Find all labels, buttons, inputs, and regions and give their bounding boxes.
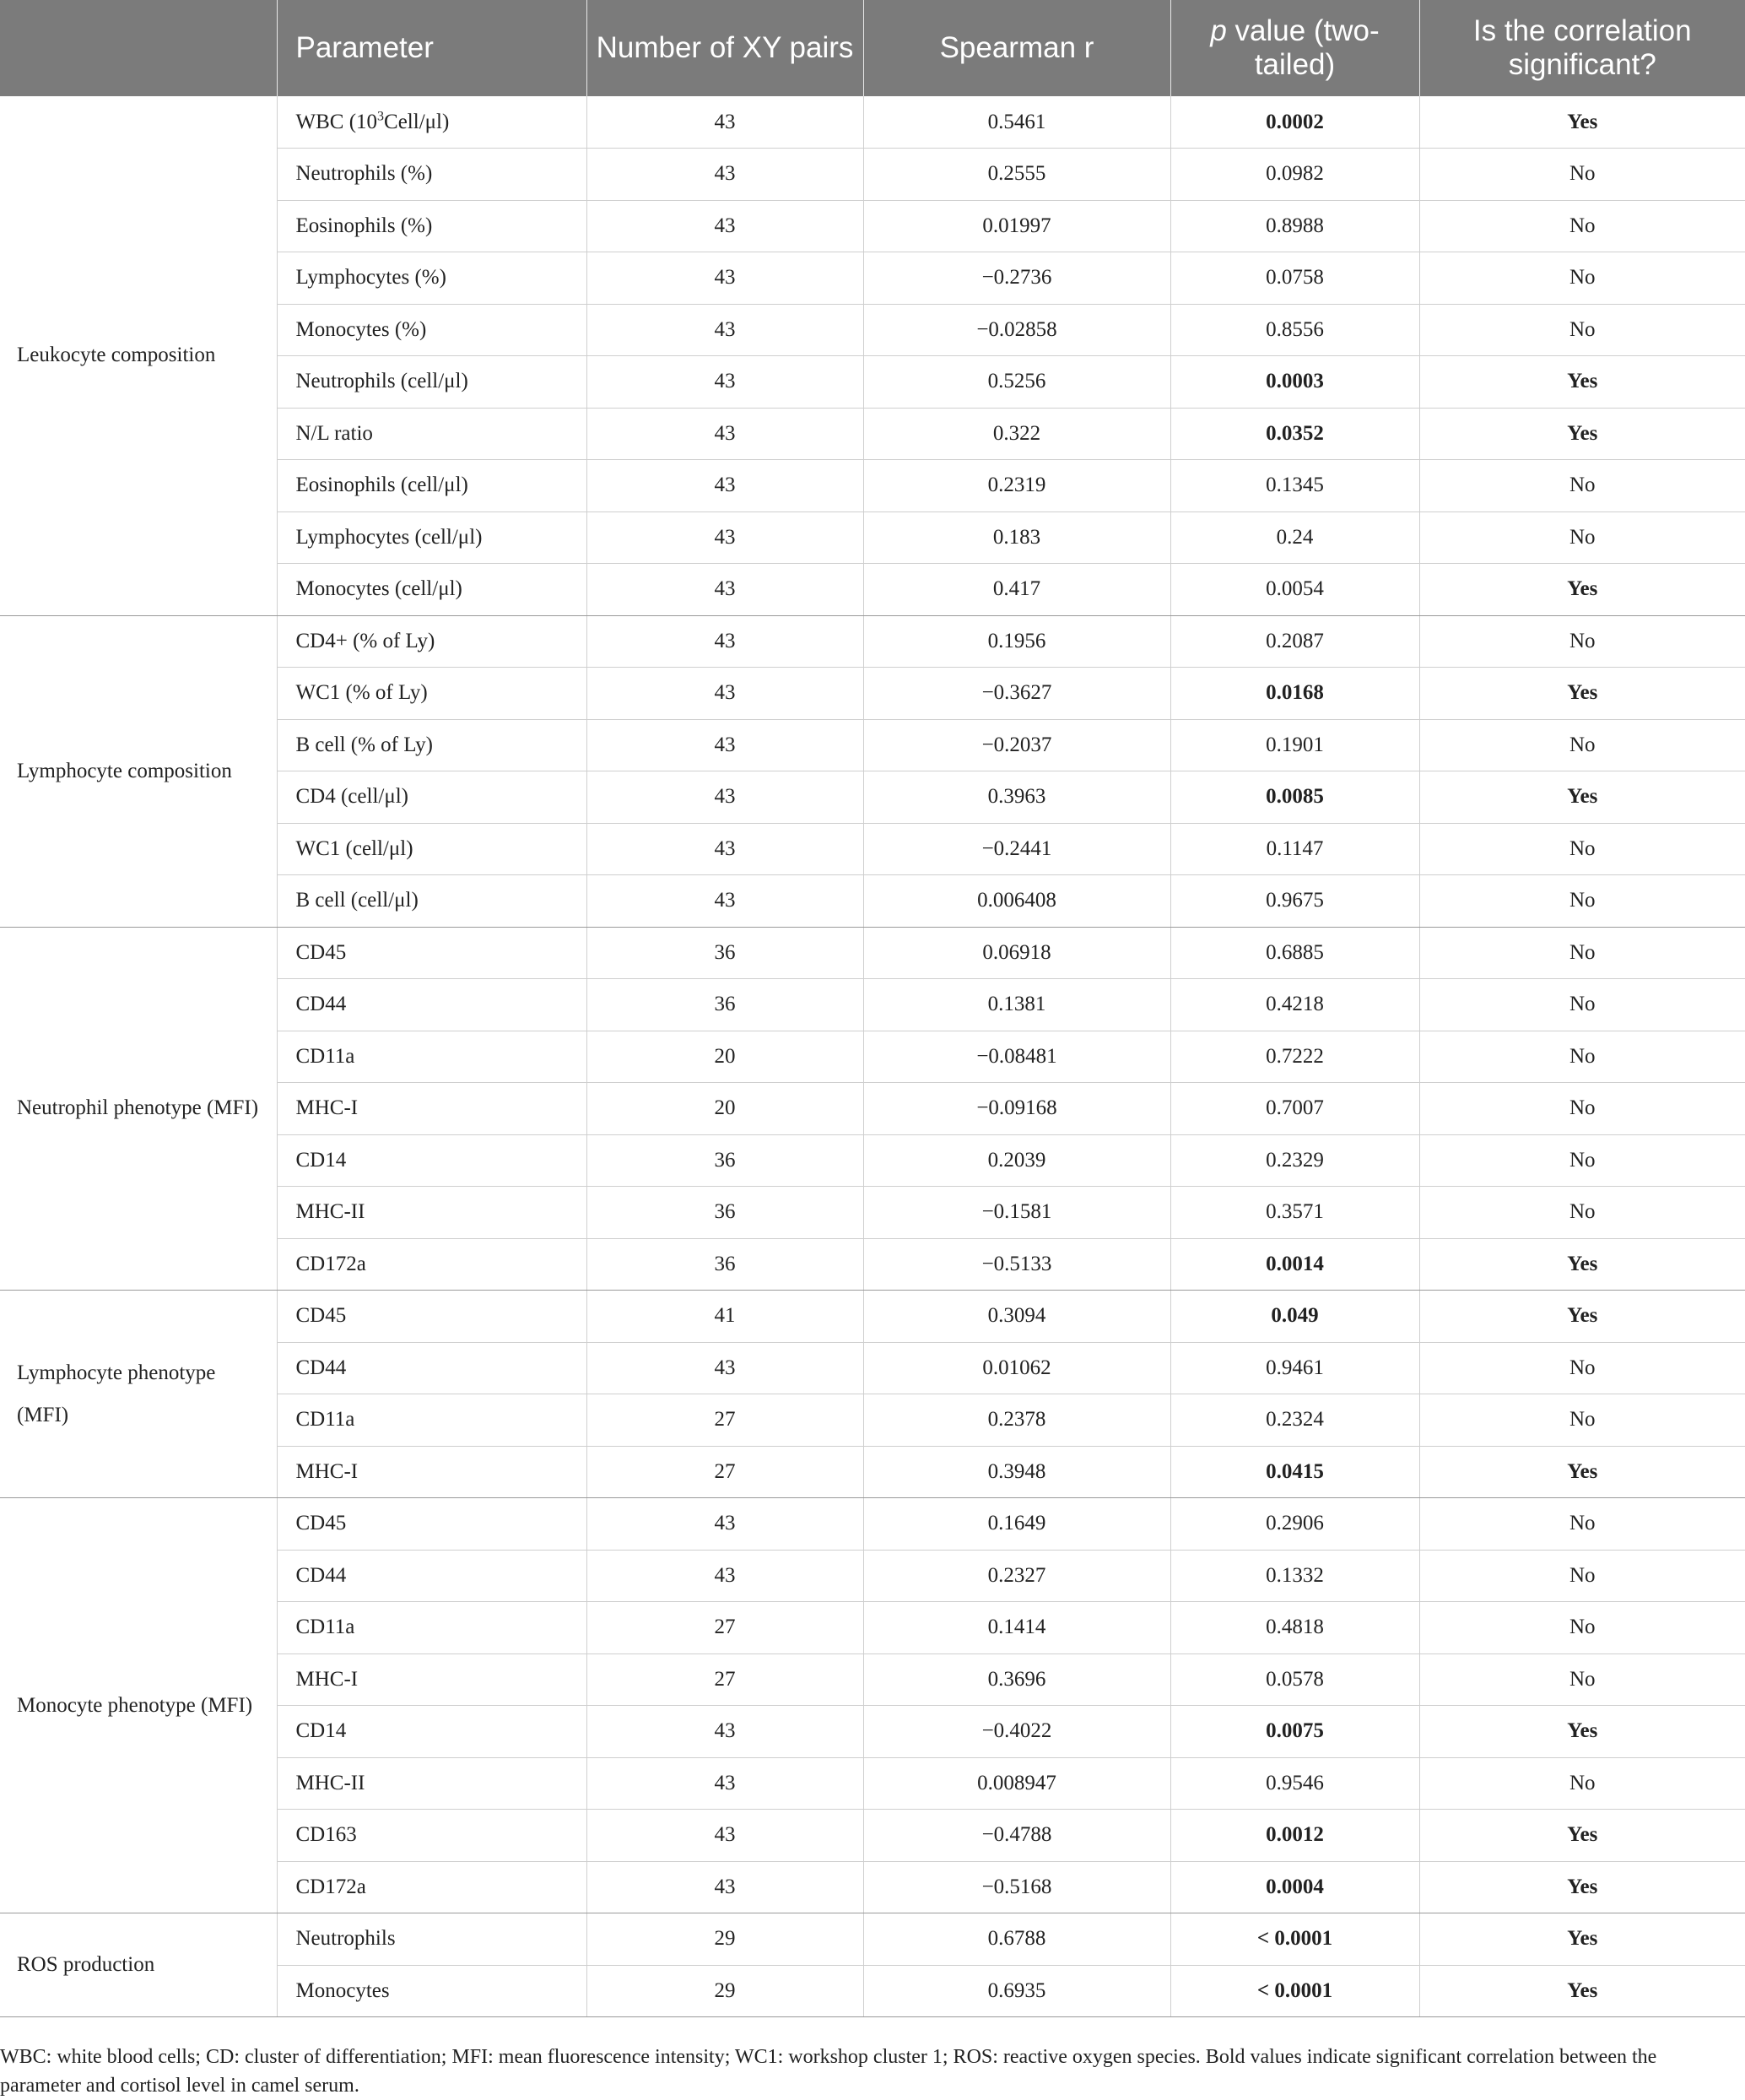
parameter-cell <box>277 96 586 149</box>
pairs-cell: 43 <box>586 615 863 668</box>
pairs-cell: 27 <box>586 1602 863 1654</box>
pairs-cell: 36 <box>586 1134 863 1187</box>
p-value-cell: 0.9675 <box>1170 875 1419 928</box>
p-value-cell: 0.8556 <box>1170 304 1419 356</box>
pairs-cell: 43 <box>586 1550 863 1602</box>
p-value-cell: 0.24 <box>1170 511 1419 564</box>
table-row <box>0 927 1745 979</box>
header-significant: Is the correlation significant? <box>1419 0 1745 96</box>
pairs-cell: 43 <box>586 1342 863 1394</box>
spearman-cell: −0.4022 <box>863 1706 1170 1758</box>
table-row <box>0 96 1745 149</box>
group-label: Neutrophil phenotype (MFI) <box>0 927 277 1291</box>
header-p-rest: value (two-tailed) <box>1226 14 1380 81</box>
p-value-cell: 0.1147 <box>1170 823 1419 875</box>
spearman-cell: −0.5133 <box>863 1238 1170 1291</box>
pairs-cell: 36 <box>586 927 863 979</box>
parameter-cell: CD14 <box>277 1706 586 1758</box>
p-value-cell: 0.9461 <box>1170 1342 1419 1394</box>
p-value-cell: 0.2329 <box>1170 1134 1419 1187</box>
spearman-cell: −0.1581 <box>863 1187 1170 1239</box>
parameter-cell: MHC-I <box>277 1083 586 1135</box>
parameter-cell: CD11a <box>277 1394 586 1447</box>
spearman-cell: −0.08481 <box>863 1031 1170 1083</box>
parameter-cell: CD44 <box>277 979 586 1031</box>
significance-cell: Yes <box>1419 1810 1745 1862</box>
parameter-cell: CD163 <box>277 1810 586 1862</box>
pairs-cell: 36 <box>586 979 863 1031</box>
pairs-cell: 43 <box>586 875 863 928</box>
header-group <box>0 0 277 96</box>
parameter-cell: Eosinophils (cell/μl) <box>277 460 586 512</box>
parameter-cell: Neutrophils <box>277 1913 586 1966</box>
table-row <box>0 1498 1745 1551</box>
group-label: Leukocyte composition <box>0 96 277 615</box>
significance-cell: No <box>1419 1550 1745 1602</box>
spearman-cell: 0.3948 <box>863 1446 1170 1498</box>
pairs-cell: 43 <box>586 1810 863 1862</box>
pairs-cell: 36 <box>586 1238 863 1291</box>
p-value-cell: < 0.0001 <box>1170 1965 1419 2017</box>
pairs-cell: 43 <box>586 668 863 720</box>
significance-cell: No <box>1419 823 1745 875</box>
spearman-cell: 0.2378 <box>863 1394 1170 1447</box>
p-value-cell: 0.0982 <box>1170 149 1419 201</box>
p-value-cell: 0.7222 <box>1170 1031 1419 1083</box>
significance-cell: No <box>1419 1342 1745 1394</box>
significance-cell: Yes <box>1419 96 1745 149</box>
p-value-cell: 0.0578 <box>1170 1653 1419 1706</box>
table-body <box>0 96 1745 2017</box>
parameter-cell: CD11a <box>277 1031 586 1083</box>
p-value-cell: < 0.0001 <box>1170 1913 1419 1966</box>
parameter-cell: Neutrophils (%) <box>277 149 586 201</box>
spearman-cell: 0.01062 <box>863 1342 1170 1394</box>
p-value-cell: 0.8988 <box>1170 200 1419 252</box>
p-value-cell: 0.0003 <box>1170 356 1419 409</box>
spearman-cell: 0.06918 <box>863 927 1170 979</box>
parameter-cell: CD45 <box>277 927 586 979</box>
p-value-cell: 0.0004 <box>1170 1861 1419 1913</box>
spearman-cell: 0.6935 <box>863 1965 1170 2017</box>
spearman-cell: 0.2327 <box>863 1550 1170 1602</box>
spearman-cell: 0.5461 <box>863 96 1170 149</box>
pairs-cell: 43 <box>586 771 863 824</box>
p-value-cell: 0.1332 <box>1170 1550 1419 1602</box>
spearman-cell: 0.2039 <box>863 1134 1170 1187</box>
significance-cell: No <box>1419 1187 1745 1239</box>
significance-cell: Yes <box>1419 771 1745 824</box>
spearman-cell: −0.3627 <box>863 668 1170 720</box>
spearman-cell: 0.6788 <box>863 1913 1170 1966</box>
pairs-cell: 43 <box>586 96 863 149</box>
spearman-cell: −0.2441 <box>863 823 1170 875</box>
pairs-cell: 43 <box>586 1861 863 1913</box>
significance-cell: Yes <box>1419 408 1745 460</box>
parameter-cell: N/L ratio <box>277 408 586 460</box>
spearman-cell: 0.1649 <box>863 1498 1170 1551</box>
parameter-cell: MHC-II <box>277 1187 586 1239</box>
significance-cell: No <box>1419 1757 1745 1810</box>
p-value-cell: 0.0415 <box>1170 1446 1419 1498</box>
p-value-cell: 0.7007 <box>1170 1083 1419 1135</box>
pairs-cell: 43 <box>586 304 863 356</box>
spearman-cell: 0.5256 <box>863 356 1170 409</box>
parameter-cell: CD172a <box>277 1238 586 1291</box>
significance-cell: No <box>1419 615 1745 668</box>
group-label: Lymphocyte composition <box>0 615 277 927</box>
pairs-cell: 20 <box>586 1031 863 1083</box>
pairs-cell: 43 <box>586 719 863 771</box>
parameter-suffix: Cell/μl) <box>384 110 450 133</box>
header-spearman: Spearman r <box>863 0 1170 96</box>
significance-cell: No <box>1419 927 1745 979</box>
parameter-cell: Lymphocytes (cell/μl) <box>277 511 586 564</box>
significance-cell: Yes <box>1419 1861 1745 1913</box>
significance-cell: Yes <box>1419 1291 1745 1343</box>
spearman-cell: 0.3963 <box>863 771 1170 824</box>
parameter-cell: CD45 <box>277 1498 586 1551</box>
significance-cell: No <box>1419 719 1745 771</box>
table-row <box>0 1913 1745 1966</box>
parameter-text: WBC (10 <box>295 110 378 133</box>
significance-cell: No <box>1419 252 1745 305</box>
significance-cell: Yes <box>1419 1238 1745 1291</box>
spearman-cell: −0.09168 <box>863 1083 1170 1135</box>
spearman-cell: −0.2736 <box>863 252 1170 305</box>
parameter-cell: MHC-I <box>277 1653 586 1706</box>
significance-cell: No <box>1419 1134 1745 1187</box>
parameter-cell: CD4 (cell/μl) <box>277 771 586 824</box>
parameter-cell: Monocytes <box>277 1965 586 2017</box>
p-value-cell: 0.049 <box>1170 1291 1419 1343</box>
spearman-cell: 0.322 <box>863 408 1170 460</box>
header-p-italic: p <box>1210 14 1227 47</box>
significance-cell: No <box>1419 1031 1745 1083</box>
spearman-cell: 0.1956 <box>863 615 1170 668</box>
table-row <box>0 1291 1745 1343</box>
header-p-value <box>1170 0 1419 96</box>
parameter-cell: B cell (% of Ly) <box>277 719 586 771</box>
parameter-cell: CD44 <box>277 1342 586 1394</box>
significance-cell: Yes <box>1419 1965 1745 2017</box>
parameter-cell: Neutrophils (cell/μl) <box>277 356 586 409</box>
spearman-cell: 0.183 <box>863 511 1170 564</box>
group-label: ROS production <box>0 1913 277 2017</box>
spearman-cell: 0.1381 <box>863 979 1170 1031</box>
pairs-cell: 27 <box>586 1653 863 1706</box>
parameter-cell: Monocytes (%) <box>277 304 586 356</box>
header-pairs: Number of XY pairs <box>586 0 863 96</box>
pairs-cell: 43 <box>586 511 863 564</box>
p-value-cell: 0.6885 <box>1170 927 1419 979</box>
group-label: Monocyte phenotype (MFI) <box>0 1498 277 1913</box>
header-row <box>0 0 1745 96</box>
pairs-cell: 29 <box>586 1913 863 1966</box>
parameter-cell: WC1 (cell/μl) <box>277 823 586 875</box>
spearman-cell: −0.4788 <box>863 1810 1170 1862</box>
spearman-cell: −0.2037 <box>863 719 1170 771</box>
p-value-cell: 0.3571 <box>1170 1187 1419 1239</box>
spearman-cell: 0.006408 <box>863 875 1170 928</box>
group-label: Lymphocyte phenotype (MFI) <box>0 1291 277 1498</box>
p-value-cell: 0.0002 <box>1170 96 1419 149</box>
p-value-cell: 0.9546 <box>1170 1757 1419 1810</box>
parameter-cell: Monocytes (cell/μl) <box>277 564 586 616</box>
pairs-cell: 43 <box>586 356 863 409</box>
parameter-cell: MHC-II <box>277 1757 586 1810</box>
p-value-cell: 0.0012 <box>1170 1810 1419 1862</box>
pairs-cell: 43 <box>586 823 863 875</box>
parameter-cell: CD45 <box>277 1291 586 1343</box>
spearman-cell: 0.3094 <box>863 1291 1170 1343</box>
pairs-cell: 43 <box>586 1706 863 1758</box>
p-value-cell: 0.0075 <box>1170 1706 1419 1758</box>
parameter-cell: CD4+ (% of Ly) <box>277 615 586 668</box>
significance-cell: No <box>1419 979 1745 1031</box>
pairs-cell: 43 <box>586 564 863 616</box>
significance-cell: No <box>1419 460 1745 512</box>
parameter-cell: CD172a <box>277 1861 586 1913</box>
spearman-cell: 0.1414 <box>863 1602 1170 1654</box>
parameter-cell: B cell (cell/μl) <box>277 875 586 928</box>
pairs-cell: 43 <box>586 460 863 512</box>
pairs-cell: 43 <box>586 149 863 201</box>
spearman-cell: 0.2319 <box>863 460 1170 512</box>
spearman-cell: 0.2555 <box>863 149 1170 201</box>
p-value-cell: 0.1901 <box>1170 719 1419 771</box>
pairs-cell: 20 <box>586 1083 863 1135</box>
p-value-cell: 0.0352 <box>1170 408 1419 460</box>
pairs-cell: 27 <box>586 1394 863 1447</box>
significance-cell: No <box>1419 1394 1745 1447</box>
significance-cell: No <box>1419 1083 1745 1135</box>
parameter-superscript: 3 <box>377 109 385 124</box>
p-value-cell: 0.2087 <box>1170 615 1419 668</box>
parameter-cell: Lymphocytes (%) <box>277 252 586 305</box>
table-footnote: WBC: white blood cells; CD: cluster of differentiation; MFI: mean fluorescence intensity; WC1: workshop cluster 1; ROS: reactive oxygen species. Bold values indicate significant correlation between the parameter and cortisol level in camel serum. <box>0 2046 1657 2097</box>
significance-cell: No <box>1419 149 1745 201</box>
p-value-cell: 0.2906 <box>1170 1498 1419 1551</box>
spearman-cell: 0.01997 <box>863 200 1170 252</box>
significance-cell: Yes <box>1419 356 1745 409</box>
p-value-cell: 0.4818 <box>1170 1602 1419 1654</box>
pairs-cell: 36 <box>586 1187 863 1239</box>
spearman-cell: 0.3696 <box>863 1653 1170 1706</box>
spearman-cell: 0.008947 <box>863 1757 1170 1810</box>
p-value-cell: 0.0168 <box>1170 668 1419 720</box>
parameter-cell: CD44 <box>277 1550 586 1602</box>
pairs-cell: 41 <box>586 1291 863 1343</box>
significance-cell: Yes <box>1419 1706 1745 1758</box>
pairs-cell: 43 <box>586 1498 863 1551</box>
significance-cell: Yes <box>1419 564 1745 616</box>
significance-cell: No <box>1419 875 1745 928</box>
spearman-cell: −0.5168 <box>863 1861 1170 1913</box>
pairs-cell: 29 <box>586 1965 863 2017</box>
header-parameter: Parameter <box>277 0 586 96</box>
significance-cell: No <box>1419 1653 1745 1706</box>
significance-cell: Yes <box>1419 1446 1745 1498</box>
p-value-cell: 0.0054 <box>1170 564 1419 616</box>
parameter-cell: CD14 <box>277 1134 586 1187</box>
p-value-cell: 0.2324 <box>1170 1394 1419 1447</box>
significance-cell: Yes <box>1419 668 1745 720</box>
significance-cell: No <box>1419 1498 1745 1551</box>
significance-cell: No <box>1419 511 1745 564</box>
pairs-cell: 43 <box>586 200 863 252</box>
spearman-cell: −0.02858 <box>863 304 1170 356</box>
pairs-cell: 43 <box>586 408 863 460</box>
significance-cell: Yes <box>1419 1913 1745 1966</box>
p-value-cell: 0.1345 <box>1170 460 1419 512</box>
table-row <box>0 615 1745 668</box>
pairs-cell: 43 <box>586 252 863 305</box>
parameter-cell: CD11a <box>277 1602 586 1654</box>
p-value-cell: 0.4218 <box>1170 979 1419 1031</box>
pairs-cell: 43 <box>586 1757 863 1810</box>
pairs-cell: 27 <box>586 1446 863 1498</box>
spearman-cell: 0.417 <box>863 564 1170 616</box>
significance-cell: No <box>1419 304 1745 356</box>
p-value-cell: 0.0014 <box>1170 1238 1419 1291</box>
parameter-cell: WC1 (% of Ly) <box>277 668 586 720</box>
parameter-cell: MHC-I <box>277 1446 586 1498</box>
p-value-cell: 0.0085 <box>1170 771 1419 824</box>
significance-cell: No <box>1419 200 1745 252</box>
p-value-cell: 0.0758 <box>1170 252 1419 305</box>
parameter-cell: Eosinophils (%) <box>277 200 586 252</box>
significance-cell: No <box>1419 1602 1745 1654</box>
